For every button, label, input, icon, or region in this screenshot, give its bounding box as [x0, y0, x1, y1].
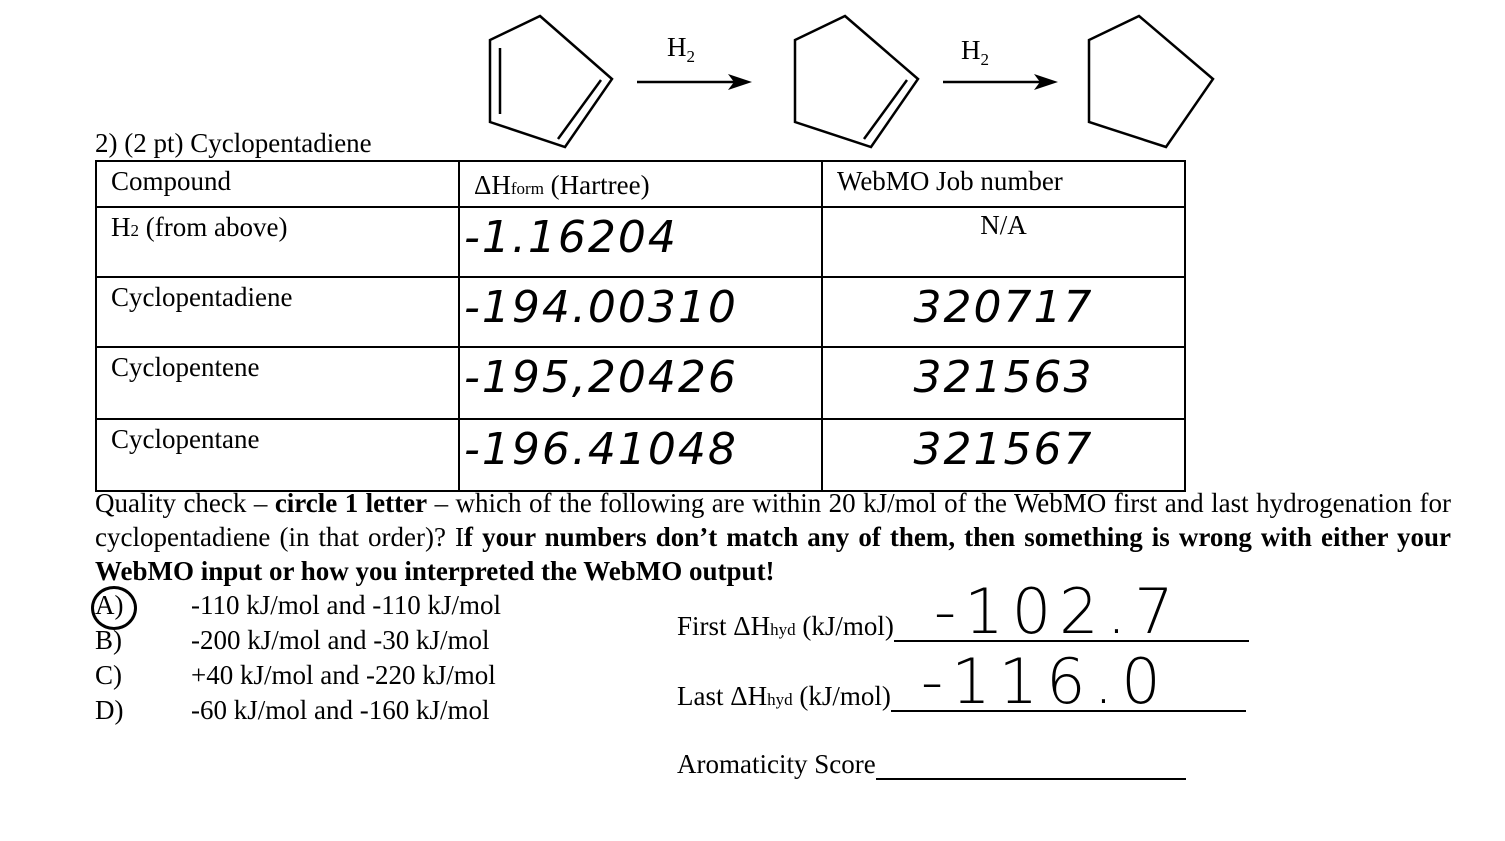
- option-text: +40 kJ/mol and -220 kJ/mol: [191, 660, 496, 690]
- handwritten-job-number: 321563: [913, 352, 1094, 403]
- reaction-arrow-1: [637, 74, 752, 90]
- header-job-number: WebMO Job number: [822, 161, 1185, 207]
- job-cell: [822, 419, 1185, 491]
- option-d[interactable]: [95, 693, 501, 728]
- reagent-2-subscript: 2: [980, 50, 989, 69]
- handwritten-job-number: 321567: [913, 424, 1094, 475]
- option-letter: A): [95, 590, 124, 620]
- energy-cell: [459, 419, 822, 491]
- table-row: [96, 347, 1185, 419]
- last-dh-answer: [677, 645, 1246, 718]
- last-dh-field[interactable]: [891, 645, 1246, 718]
- handwritten-energy: -196.41048: [464, 424, 738, 475]
- answer-options: [95, 588, 501, 728]
- option-letter: D): [95, 695, 124, 725]
- handwritten-energy: -194.00310: [464, 282, 738, 333]
- job-cell: [822, 277, 1185, 347]
- compound-cell: H2 (from above): [96, 207, 459, 277]
- handwritten-energy: -195,20426: [464, 352, 738, 403]
- reaction-arrow-2: [943, 74, 1058, 90]
- handwritten-last-dh: -116.0: [920, 645, 1169, 718]
- handwritten-energy: -1.16204: [464, 212, 678, 263]
- aromaticity-answer: [677, 748, 1186, 780]
- energy-cell: [459, 277, 822, 347]
- option-a[interactable]: [95, 588, 501, 623]
- first-dh-answer: [677, 575, 1249, 648]
- compound-cell: Cyclopentene: [96, 347, 459, 419]
- option-letter: C): [95, 660, 122, 690]
- job-cell: [822, 347, 1185, 419]
- reagent-label-2: [961, 35, 989, 70]
- header-compound: Compound: [96, 161, 459, 207]
- energy-cell: [459, 207, 822, 277]
- option-text: -200 kJ/mol and -30 kJ/mol: [191, 625, 490, 655]
- selected-option-circle: [91, 586, 137, 630]
- energy-cell: [459, 347, 822, 419]
- table-row: [96, 277, 1185, 347]
- reagent-label-1: [667, 32, 695, 67]
- quality-check-paragraph: Quality check – circle 1 letter – which of the following are within 20 kJ/mol of the WebMO first and last hydrogenation for cyclopentadiene (in that order)? If your numbers don’t match any of them, then something is wrong with either your WebMO input or how you interpreted the WebMO output!: [95, 488, 1451, 586]
- cyclopentene-structure: [795, 16, 918, 147]
- job-cell: N/A: [822, 207, 1185, 277]
- aromaticity-label: Aromaticity Score: [677, 749, 876, 779]
- aromaticity-field[interactable]: [876, 748, 1186, 780]
- reagent-2-symbol: H: [961, 35, 981, 65]
- last-dh-label: Last ΔHhyd (kJ/mol): [677, 681, 891, 711]
- question-title: 2) (2 pt) Cyclopentadiene: [95, 128, 372, 158]
- reagent-1-symbol: H: [667, 32, 687, 62]
- compound-cell: Cyclopentadiene: [96, 277, 459, 347]
- reaction-scheme: [470, 0, 1230, 160]
- compound-cell: Cyclopentane: [96, 419, 459, 491]
- option-letter: B): [95, 625, 122, 655]
- handwritten-job-number: 320717: [913, 282, 1094, 333]
- energy-table: [95, 160, 1186, 492]
- table-row: [96, 419, 1185, 491]
- handwritten-first-dh: -102.7: [933, 575, 1182, 648]
- option-c[interactable]: [95, 658, 501, 693]
- option-b[interactable]: [95, 623, 501, 658]
- option-text: -110 kJ/mol and -110 kJ/mol: [191, 590, 501, 620]
- table-header-row: [96, 161, 1185, 207]
- reagent-1-subscript: 2: [686, 47, 695, 66]
- cyclopentadiene-structure: [490, 16, 612, 147]
- first-dh-field[interactable]: [894, 575, 1249, 648]
- table-row: [96, 207, 1185, 277]
- option-text: -60 kJ/mol and -160 kJ/mol: [191, 695, 490, 725]
- first-dh-label: First ΔHhyd (kJ/mol): [677, 611, 894, 641]
- cyclopentane-structure: [1089, 16, 1213, 147]
- header-dh-form: ΔHform (Hartree): [459, 161, 822, 207]
